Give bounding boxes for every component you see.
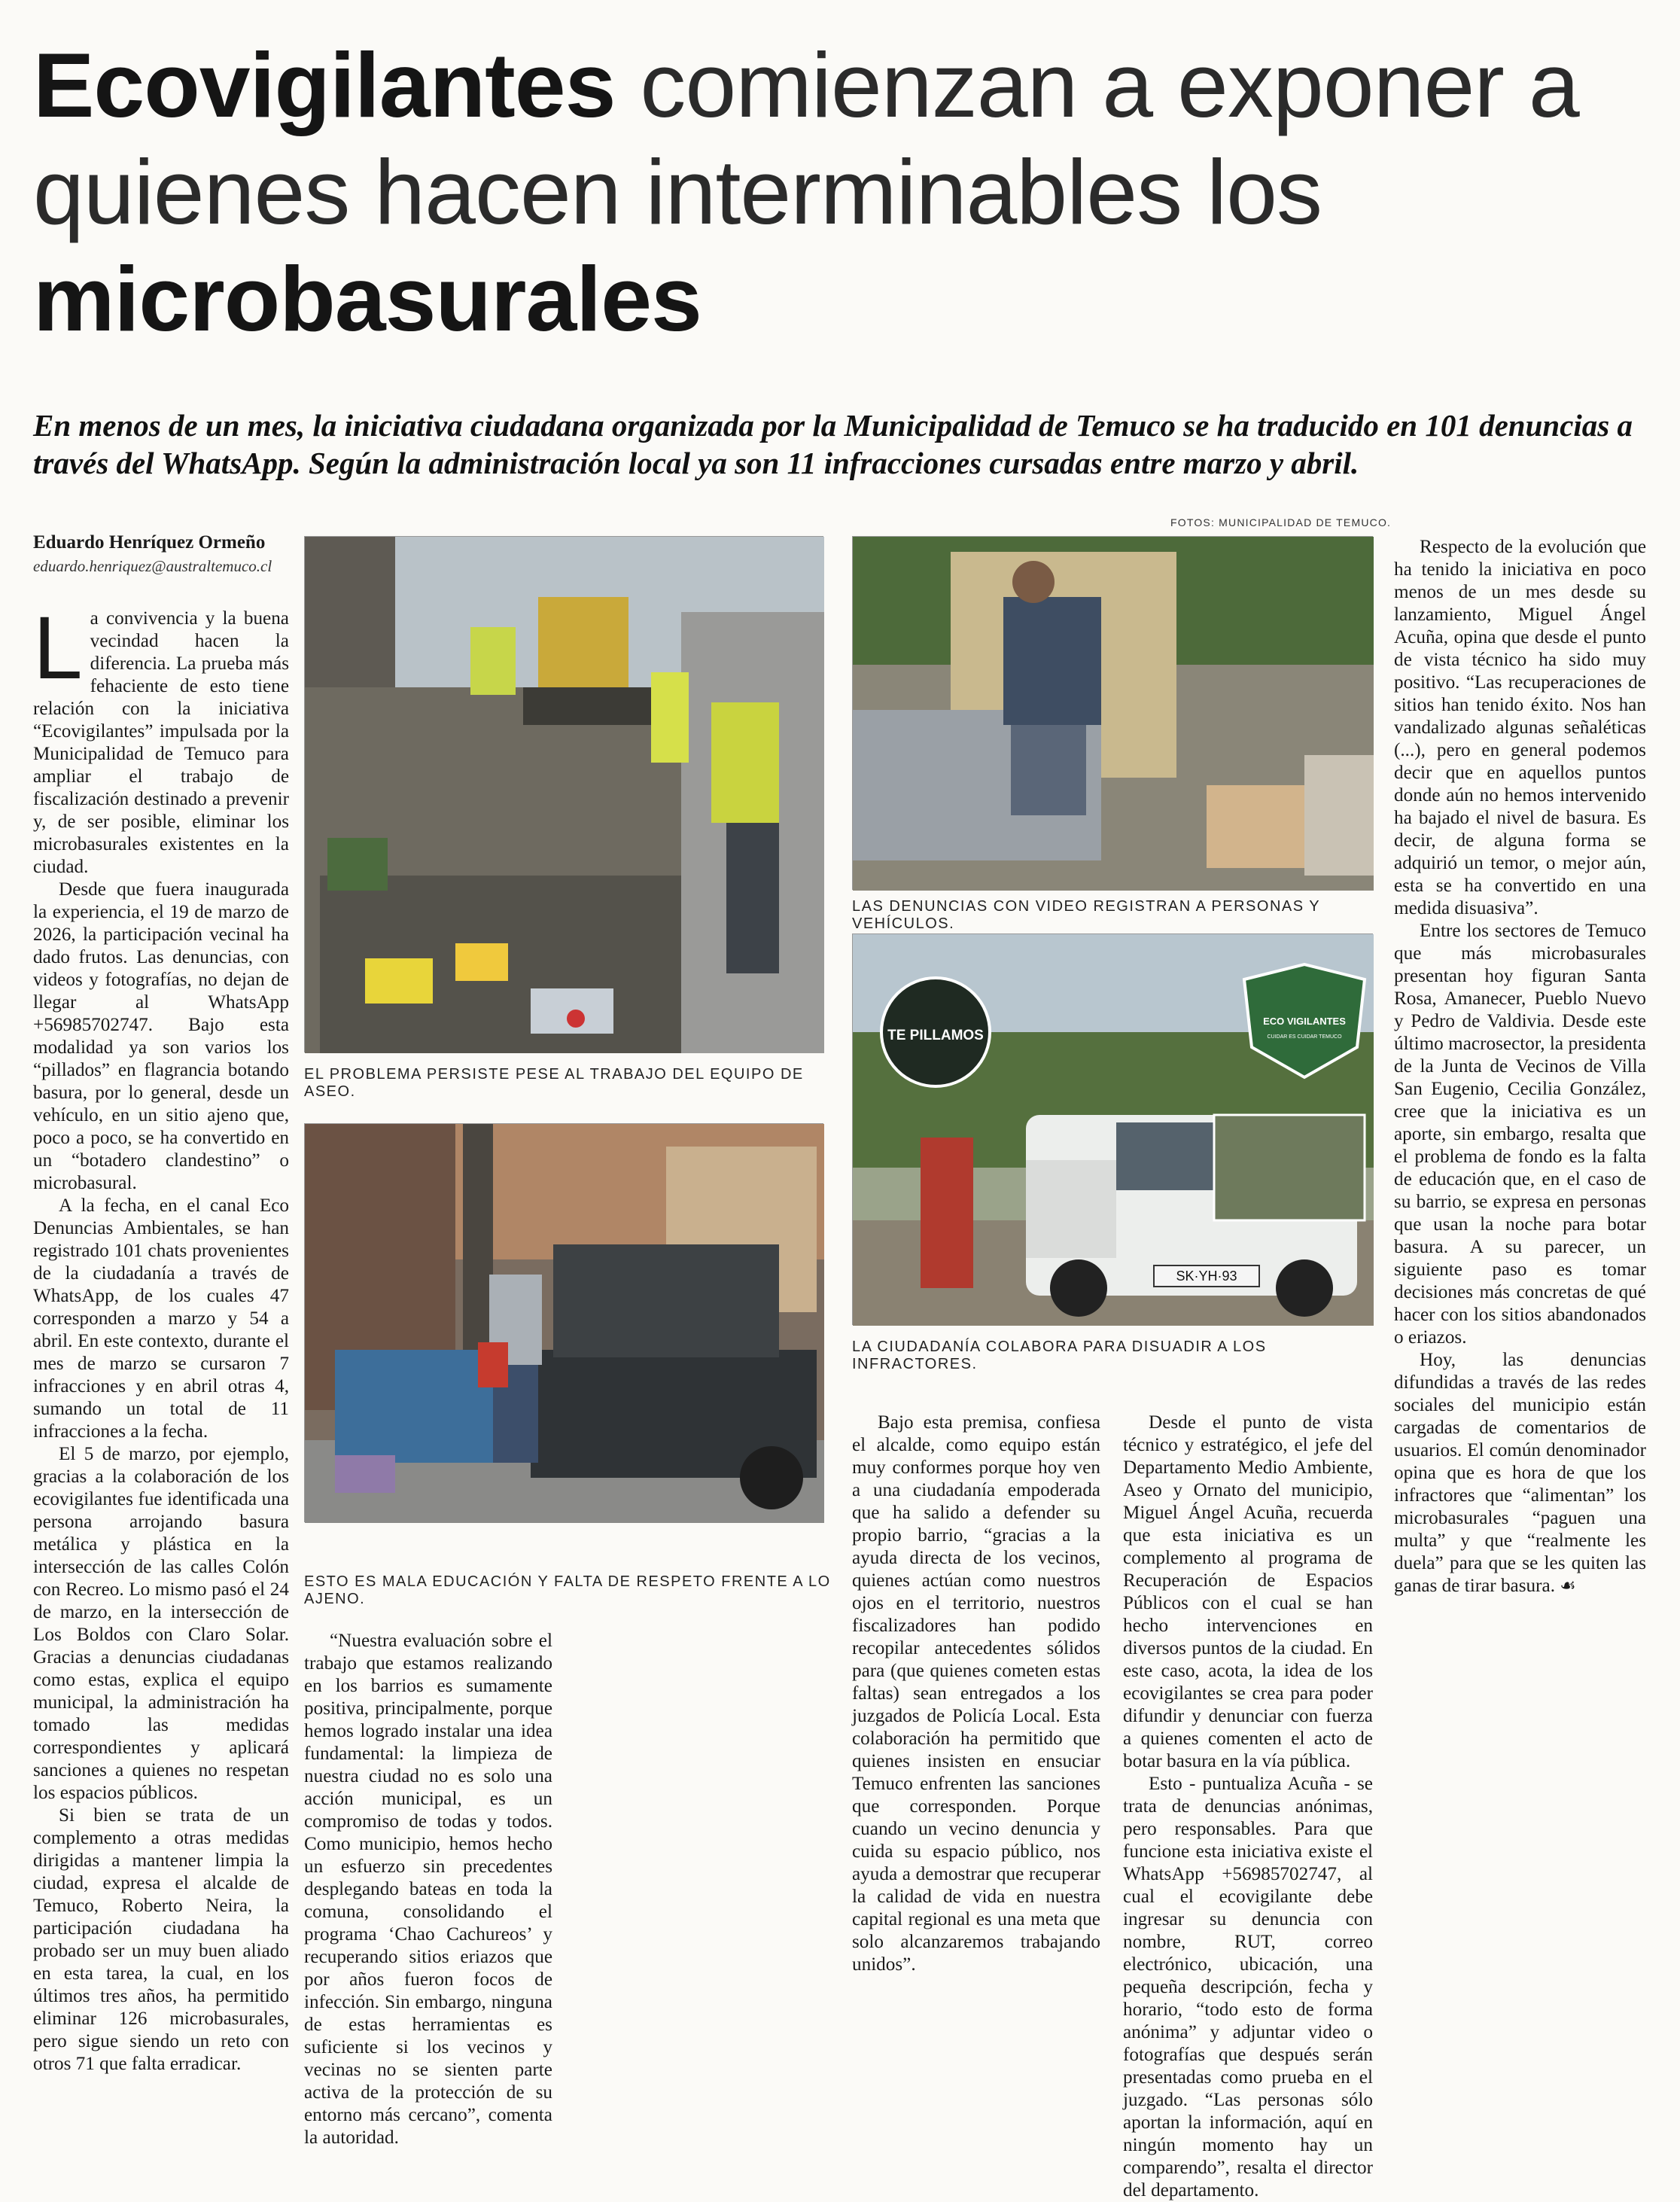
- cleanup-crew-image: [305, 537, 824, 1053]
- drop-cap: L: [33, 598, 83, 698]
- paragraph-text: Hoy, las denuncias difundidas a través de las redes sociales del municipio están cargadas de comentarios de usuarios. El común denominador opina que es hora de que los infractores que “alimentan” los microbasurales “paguen una multa” y que “realmente les duela” para que se les quiten las ganas de tirar basura.: [1394, 1350, 1646, 1596]
- paragraph: Bajo esta premisa, confiesa el alcalde, como equipo están muy conformes porque hoy ven a una ciudadanía empoderada que ha salido a defender su propio barrio, “gracias a la ayuda directa de los vecinos, quienes actúan como nuestros ojos en el territorio, nuestros fiscalizadores han podido recopilar antecedentes sólidos para (que quienes cometen estas faltas) sean entregados a los juzgados de Policía Local. Esta colaboración ha permitido que quienes insisten en ensuciar Temuco enfrenten las sanciones que corresponden. Porque cuando un vecino denuncia y cuida su espacio público, nos ayuda a demostrar que recuperar la calidad de vida en nuestra capital regional es una meta que solo alcanzaremos trabajando unidos”.: [852, 1412, 1100, 1975]
- stamp-text: TE PILLAMOS: [887, 1028, 984, 1043]
- headline-light: comienzan a exponer a quienes hacen interminables los: [33, 34, 1579, 243]
- column-1: [33, 531, 289, 2076]
- paragraph: Si bien se trata de un complemento a otras medidas dirigidas a mantener limpia la ciudad, expresa el alcalde de Temuco, Roberto Neira, la participación ciudadana ha probado ser un muy buen aliado en esta tarea, la cual, en los últimos tres años, ha permitido eliminar 126 microbasurales, pero sigue siendo un reto con otros 71 que falta erradicar.: [33, 1805, 289, 2074]
- paragraph: Desde que fuera inaugurada la experiencia, el 19 de marzo de 2026, la participación vecinal ha dado frutos. Las denuncias, con videos y fotografías, no dejan de llegar al WhatsApp +56985702747. Bajo esta modalidad ya son varios los “pillados” en flagrancia botando basura, por lo general, desde un vehículo, en un sitio ajeno que, poco a poco, se ha convertido en un “botadero clandestino” o microbasural.: [33, 879, 289, 1193]
- photo-mattress: [852, 536, 1373, 890]
- column-3: [852, 1412, 1100, 1976]
- headline: [33, 32, 1659, 352]
- byline-author: Eduardo Henríquez Ormeño: [33, 532, 266, 553]
- byline-email: eduardo.henriquez@australtemuco.cl: [33, 557, 272, 575]
- paragraph: Entre los sectores de Temuco que más microbasurales presentan hoy figuran Santa Rosa, Amanecer, Pueblo Nuevo y Pedro de Valdivia. Desde este último macrosector, la presidenta de la Junta de Vecinos de Villa San Eugenio, Cecilia González, cree que la iniciativa es un aporte, sin embargo, resalta que el problema de fondo es la falta de educación que, en el caso de su barrio, se expresa en personas que usan la noche para botar basura. A su parecer, un siguiente paso es tomar decisiones más concretas de qué hacer con los sitios abandonados o eriazos.: [1394, 921, 1646, 1348]
- headline-bold-2: microbasurales: [33, 248, 702, 350]
- truck-image: [853, 934, 1374, 1326]
- paragraph: Esto - puntualiza Acuña - se trata de denuncias anónimas, pero responsables. Para que funcione esta iniciativa existe el WhatsApp +56985702747, al cual el ecovigilante debe ingresar su denuncia con nombre, RUT, correo electrónico, ubicación, una pequeña descripción, fecha y horario, “todo esto de forma anónima” y adjuntar video o fotografías que después serán presentadas como prueba en el juzgado. “Las personas sólo aportan la información, aquí en ningún momento hay un comparendo”, resalta el director del departamento.: [1123, 1774, 1373, 2200]
- end-mark-icon: ☙: [1560, 1576, 1576, 1596]
- paragraph: A la fecha, en el canal Eco Denuncias Ambientales, se han registrado 101 chats provenientes de la ciudadanía a través de WhatsApp, de los cuales 47 corresponden a marzo y 54 a abril. En este contexto, durante el mes de marzo se cursaron 7 infracciones y en abril otras 4, sumando un total de 11 infracciones a la fecha.: [33, 1195, 289, 1442]
- photo-car-trunk: [304, 1123, 823, 1522]
- column-4: [1123, 1412, 1373, 2202]
- column-5: [1394, 536, 1646, 1597]
- car-trunk-image: [305, 1124, 824, 1523]
- headline-bold-1: Ecovigilantes: [33, 34, 616, 136]
- photo-credit: FOTOS: MUNICIPALIDAD DE TEMUCO.: [1170, 516, 1392, 528]
- paragraph: [33, 598, 289, 879]
- photo-cleanup-crew: [304, 536, 823, 1052]
- paragraph: Respecto de la evolución que ha tenido la iniciativa en poco menos de un mes desde su lanzamiento, Miguel Ángel Acuña, opina que desde el punto de vista técnico ha sido muy positivo. “Las recuperaciones de sitios han tenido éxito. Nos han vandalizado algunas señaléticas (...), pero en general podemos decir que en aquellos puntos donde aún no hemos intervenido ha bajado el nivel de basura. Es decir, de alguna forma se adquirió un temor, o mejor aún, esta se ha convertido en una medida disuasiva”.: [1394, 537, 1646, 918]
- paragraph: Desde el punto de vista técnico y estratégico, el jefe del Departamento Medio Ambiente, Aseo y Ornato del municipio, Miguel Ángel Acuña, recuerda que esta iniciativa es un complemento al programa de Recuperación de Espacios Públicos con el cual se han hecho intervenciones en diversos puntos de la ciudad. En este caso, acota, la idea de los ecovigilantes se crea para poder difundir y denunciar con fuerza a quienes comenten el acto de botar basura en la vía pública.: [1123, 1412, 1373, 1771]
- plate-text: SK·YH·93: [1176, 1269, 1237, 1284]
- paragraph: El 5 de marzo, por ejemplo, gracias a la colaboración de los ecovigilantes fue identificada una persona arrojando basura metálica y plástica en la intersección de las calles Colón con Recreo. Lo mismo pasó el 24 de marzo, en la intersección de Los Boldos con Claro Solar. Gracias a denuncias ciudadanas como estas, explica el equipo municipal, la administración ha tomado las medidas correspondientes y aplicará sanciones a quienes no respetan los espacios públicos.: [33, 1444, 289, 1803]
- caption-photo-3: LAS DENUNCIAS CON VIDEO REGISTRAN A PERSONAS Y VEHÍCULOS.: [852, 898, 1320, 932]
- paragraph-text: a convivencia y la buena vecindad hacen la diferencia. La prueba más fehaciente de esto tiene relación con la iniciativa “Ecovigilantes” impulsada por la Municipalidad de Temuco para ampliar el trabajo de fiscalización destinado a prevenir y, de ser posible, eliminar los microbasurales existentes en la ciudad.: [33, 608, 289, 877]
- badge-subtext: CUIDAR ES CUIDAR TEMUCO: [1267, 1034, 1342, 1040]
- paragraph: “Nuestra evaluación sobre el trabajo que estamos realizando en los barrios es sumamente positiva, principalmente, porque hemos logrado instalar una idea fundamental: la limpieza de nuestra ciudad no es solo una acción municipal, es un compromiso de todas y todos. Como municipio, hemos hecho un esfuerzo sin precedentes desplegando bateas en toda la comuna, consolidando el programa ‘Chao Cachureos’ y recuperando sitios eriazos que por años fueron focos de infección. Sin embargo, ninguna de estas herramientas es suficiente si los vecinos y vecinas no se sienten parte activa de la protección de su entorno más cercano”, comenta la autoridad.: [304, 1631, 552, 2148]
- lead-paragraph: En menos de un mes, la iniciativa ciudadana organizada por la Municipalidad de Temuco se ha traducido en 101 denuncias a través del WhatsApp. Según la administración local ya son 11 infracciones cursadas entre marzo y abril.: [33, 408, 1633, 480]
- column-2: [304, 1630, 552, 2149]
- paragraph: [1394, 1349, 1646, 1597]
- caption-photo-2: ESTO ES MALA EDUCACIÓN Y FALTA DE RESPETO FRENTE A LO AJENO.: [304, 1573, 831, 1607]
- badge-text: ECO VIGILANTES: [1263, 1016, 1346, 1027]
- mattress-image: [853, 537, 1374, 891]
- caption-photo-4: LA CIUDADANÍA COLABORA PARA DISUADIR A LOS INFRACTORES.: [852, 1339, 1267, 1372]
- caption-photo-1: EL PROBLEMA PERSISTE PESE AL TRABAJO DEL EQUIPO DE ASEO.: [304, 1066, 804, 1100]
- photo-truck: [852, 933, 1373, 1325]
